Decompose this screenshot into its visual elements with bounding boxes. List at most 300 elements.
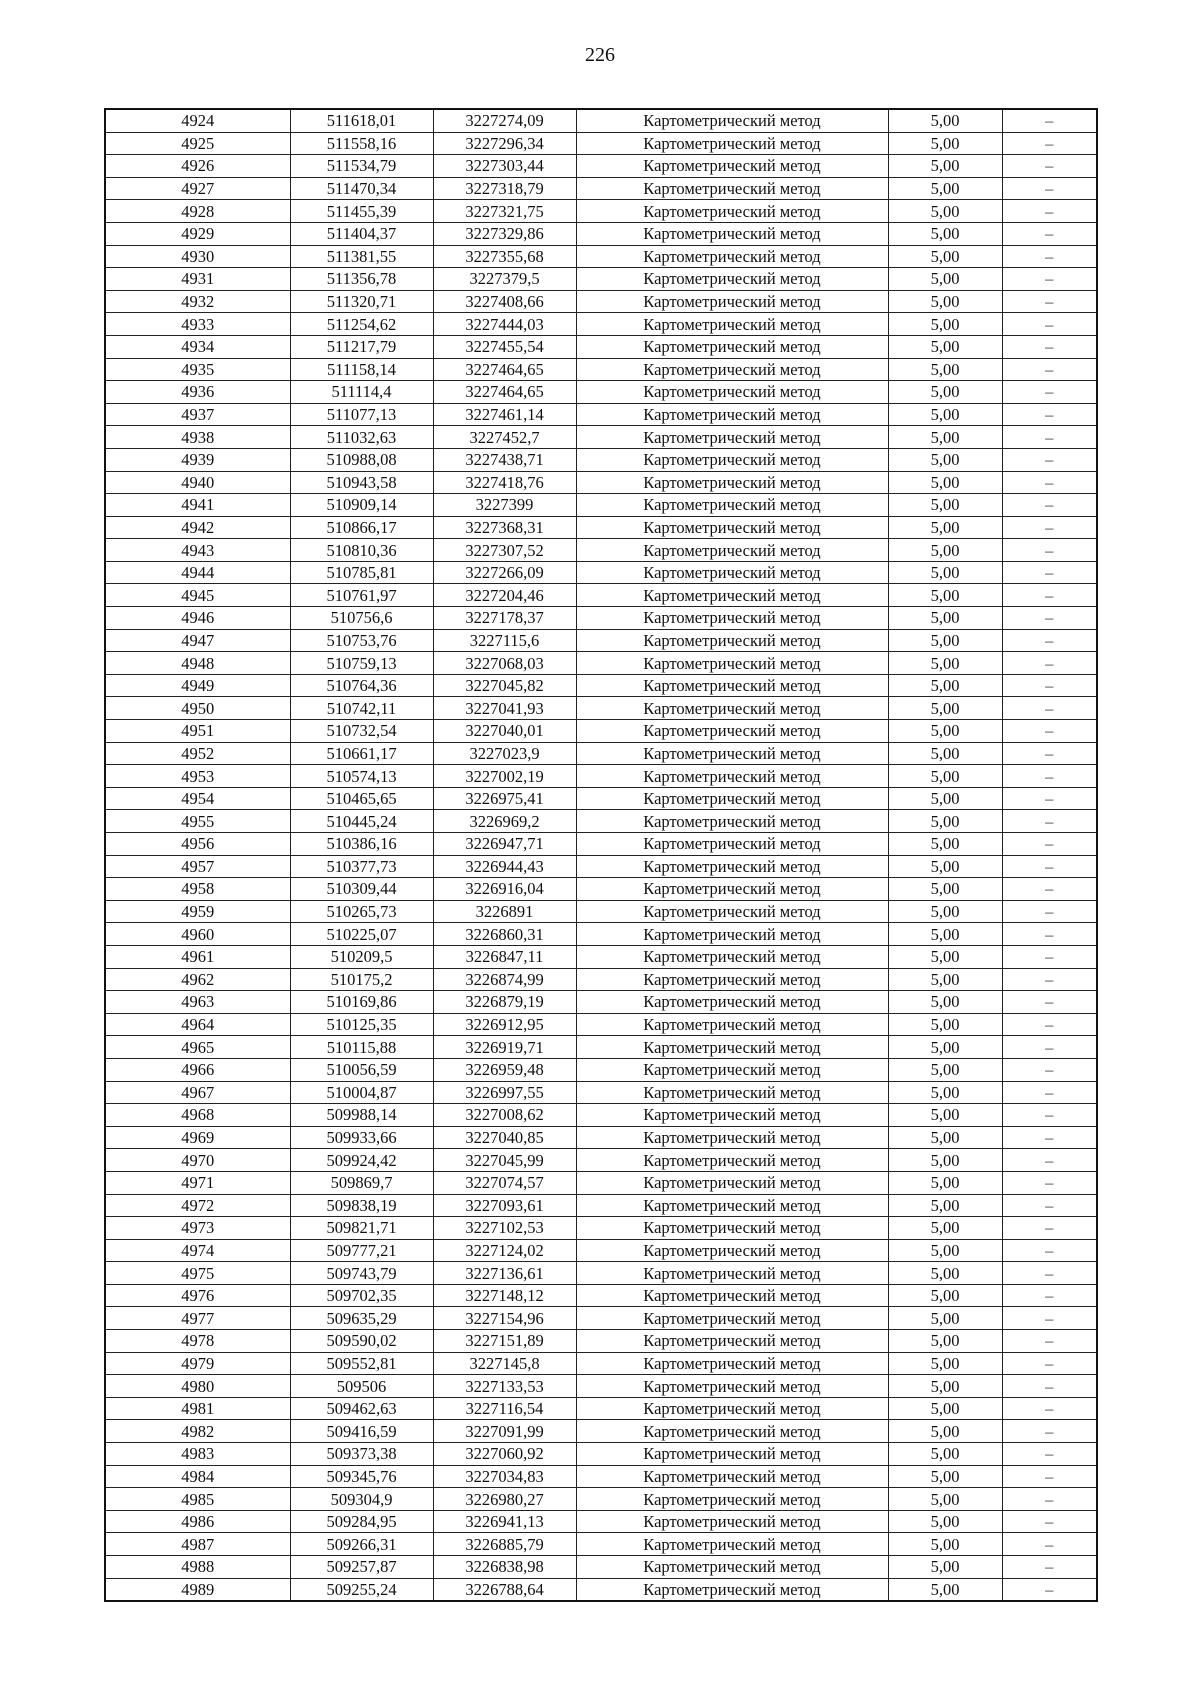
description-cell: –	[1002, 720, 1097, 743]
table-row	[105, 1081, 1097, 1104]
x-coordinate-cell: 509552,81	[290, 1352, 433, 1375]
x-coordinate-cell: 509988,14	[290, 1104, 433, 1127]
y-coordinate-cell: 3227379,5	[433, 268, 576, 291]
method-cell: Картометрический метод	[576, 991, 888, 1014]
table-row	[105, 900, 1097, 923]
point-number-cell: 4959	[105, 900, 290, 923]
method-cell: Картометрический метод	[576, 1217, 888, 1240]
y-coordinate-cell: 3226916,04	[433, 878, 576, 901]
y-coordinate-cell: 3226847,11	[433, 945, 576, 968]
y-coordinate-cell: 3226975,41	[433, 787, 576, 810]
description-cell: –	[1002, 652, 1097, 675]
method-cell: Картометрический метод	[576, 1397, 888, 1420]
x-coordinate-cell: 510764,36	[290, 674, 433, 697]
method-cell: Картометрический метод	[576, 222, 888, 245]
point-number-cell: 4925	[105, 132, 290, 155]
description-cell: –	[1002, 268, 1097, 291]
y-coordinate-cell: 3227040,01	[433, 720, 576, 743]
accuracy-cell: 5,00	[888, 1397, 1002, 1420]
table-row	[105, 426, 1097, 449]
description-cell: –	[1002, 1262, 1097, 1285]
method-cell: Картометрический метод	[576, 1488, 888, 1511]
x-coordinate-cell: 509266,31	[290, 1533, 433, 1556]
x-coordinate-cell: 510056,59	[290, 1058, 433, 1081]
method-cell: Картометрический метод	[576, 1171, 888, 1194]
x-coordinate-cell: 510169,86	[290, 991, 433, 1014]
point-number-cell: 4954	[105, 787, 290, 810]
method-cell: Картометрический метод	[576, 1284, 888, 1307]
method-cell: Картометрический метод	[576, 1510, 888, 1533]
x-coordinate-cell: 511534,79	[290, 155, 433, 178]
table-row	[105, 1488, 1097, 1511]
accuracy-cell: 5,00	[888, 878, 1002, 901]
y-coordinate-cell: 3227408,66	[433, 290, 576, 313]
description-cell: –	[1002, 833, 1097, 856]
description-cell: –	[1002, 923, 1097, 946]
y-coordinate-cell: 3227204,46	[433, 584, 576, 607]
y-coordinate-cell: 3227266,09	[433, 561, 576, 584]
table-row	[105, 268, 1097, 291]
table-row	[105, 200, 1097, 223]
description-cell: –	[1002, 313, 1097, 336]
table-row	[105, 448, 1097, 471]
method-cell: Картометрический метод	[576, 607, 888, 630]
x-coordinate-cell: 511114,4	[290, 381, 433, 404]
point-number-cell: 4975	[105, 1262, 290, 1285]
table-row	[105, 1443, 1097, 1466]
method-cell: Картометрический метод	[576, 900, 888, 923]
description-cell: –	[1002, 561, 1097, 584]
table-row	[105, 607, 1097, 630]
y-coordinate-cell: 3227074,57	[433, 1171, 576, 1194]
table-row	[105, 945, 1097, 968]
table-row	[105, 878, 1097, 901]
table-row	[105, 1352, 1097, 1375]
method-cell: Картометрический метод	[576, 674, 888, 697]
point-number-cell: 4984	[105, 1465, 290, 1488]
accuracy-cell: 5,00	[888, 471, 1002, 494]
accuracy-cell: 5,00	[888, 855, 1002, 878]
point-number-cell: 4966	[105, 1058, 290, 1081]
accuracy-cell: 5,00	[888, 833, 1002, 856]
point-number-cell: 4986	[105, 1510, 290, 1533]
method-cell: Картометрический метод	[576, 381, 888, 404]
description-cell: –	[1002, 1556, 1097, 1579]
description-cell: –	[1002, 674, 1097, 697]
x-coordinate-cell: 509416,59	[290, 1420, 433, 1443]
description-cell: –	[1002, 1307, 1097, 1330]
description-cell: –	[1002, 155, 1097, 178]
y-coordinate-cell: 3226788,64	[433, 1578, 576, 1601]
x-coordinate-cell: 511558,16	[290, 132, 433, 155]
y-coordinate-cell: 3227455,54	[433, 335, 576, 358]
table-row	[105, 855, 1097, 878]
y-coordinate-cell: 3227368,31	[433, 516, 576, 539]
method-cell: Картометрический метод	[576, 403, 888, 426]
method-cell: Картометрический метод	[576, 561, 888, 584]
accuracy-cell: 5,00	[888, 652, 1002, 675]
accuracy-cell: 5,00	[888, 1239, 1002, 1262]
description-cell: –	[1002, 290, 1097, 313]
description-cell: –	[1002, 742, 1097, 765]
x-coordinate-cell: 509345,76	[290, 1465, 433, 1488]
table-row	[105, 222, 1097, 245]
method-cell: Картометрический метод	[576, 1194, 888, 1217]
x-coordinate-cell: 511254,62	[290, 313, 433, 336]
table-row	[105, 109, 1097, 132]
x-coordinate-cell: 510265,73	[290, 900, 433, 923]
description-cell: –	[1002, 1420, 1097, 1443]
y-coordinate-cell: 3227124,02	[433, 1239, 576, 1262]
y-coordinate-cell: 3227318,79	[433, 177, 576, 200]
description-cell: –	[1002, 539, 1097, 562]
x-coordinate-cell: 509924,42	[290, 1149, 433, 1172]
table-row	[105, 1262, 1097, 1285]
table-row	[105, 1194, 1097, 1217]
y-coordinate-cell: 3227116,54	[433, 1397, 576, 1420]
point-number-cell: 4949	[105, 674, 290, 697]
accuracy-cell: 5,00	[888, 765, 1002, 788]
y-coordinate-cell: 3226969,2	[433, 810, 576, 833]
table-row	[105, 155, 1097, 178]
point-number-cell: 4979	[105, 1352, 290, 1375]
y-coordinate-cell: 3227102,53	[433, 1217, 576, 1240]
point-number-cell: 4936	[105, 381, 290, 404]
description-cell: –	[1002, 900, 1097, 923]
x-coordinate-cell: 510115,88	[290, 1036, 433, 1059]
point-number-cell: 4955	[105, 810, 290, 833]
accuracy-cell: 5,00	[888, 155, 1002, 178]
table-row	[105, 1465, 1097, 1488]
description-cell: –	[1002, 991, 1097, 1014]
point-number-cell: 4972	[105, 1194, 290, 1217]
accuracy-cell: 5,00	[888, 720, 1002, 743]
method-cell: Картометрический метод	[576, 313, 888, 336]
method-cell: Картометрический метод	[576, 1126, 888, 1149]
accuracy-cell: 5,00	[888, 584, 1002, 607]
y-coordinate-cell: 3227023,9	[433, 742, 576, 765]
accuracy-cell: 5,00	[888, 132, 1002, 155]
x-coordinate-cell: 510175,2	[290, 968, 433, 991]
y-coordinate-cell: 3227068,03	[433, 652, 576, 675]
x-coordinate-cell: 511618,01	[290, 109, 433, 132]
description-cell: –	[1002, 787, 1097, 810]
y-coordinate-cell: 3226874,99	[433, 968, 576, 991]
description-cell: –	[1002, 403, 1097, 426]
point-number-cell: 4973	[105, 1217, 290, 1240]
description-cell: –	[1002, 1058, 1097, 1081]
point-number-cell: 4962	[105, 968, 290, 991]
x-coordinate-cell: 510209,5	[290, 945, 433, 968]
description-cell: –	[1002, 1217, 1097, 1240]
y-coordinate-cell: 3227041,93	[433, 697, 576, 720]
table-row	[105, 1036, 1097, 1059]
x-coordinate-cell: 509838,19	[290, 1194, 433, 1217]
description-cell: –	[1002, 1171, 1097, 1194]
accuracy-cell: 5,00	[888, 1194, 1002, 1217]
description-cell: –	[1002, 765, 1097, 788]
x-coordinate-cell: 509506	[290, 1375, 433, 1398]
table-row	[105, 245, 1097, 268]
description-cell: –	[1002, 1397, 1097, 1420]
table-row	[105, 335, 1097, 358]
description-cell: –	[1002, 109, 1097, 132]
point-number-cell: 4950	[105, 697, 290, 720]
point-number-cell: 4951	[105, 720, 290, 743]
point-number-cell: 4931	[105, 268, 290, 291]
point-number-cell: 4927	[105, 177, 290, 200]
x-coordinate-cell: 510445,24	[290, 810, 433, 833]
method-cell: Картометрический метод	[576, 652, 888, 675]
accuracy-cell: 5,00	[888, 358, 1002, 381]
method-cell: Картометрический метод	[576, 132, 888, 155]
description-cell: –	[1002, 471, 1097, 494]
description-cell: –	[1002, 1375, 1097, 1398]
method-cell: Картометрический метод	[576, 1330, 888, 1353]
y-coordinate-cell: 3227045,99	[433, 1149, 576, 1172]
accuracy-cell: 5,00	[888, 1081, 1002, 1104]
method-cell: Картометрический метод	[576, 155, 888, 178]
description-cell: –	[1002, 1352, 1097, 1375]
point-number-cell: 4971	[105, 1171, 290, 1194]
table-row	[105, 494, 1097, 517]
table-row	[105, 810, 1097, 833]
accuracy-cell: 5,00	[888, 313, 1002, 336]
accuracy-cell: 5,00	[888, 245, 1002, 268]
description-cell: –	[1002, 448, 1097, 471]
accuracy-cell: 5,00	[888, 1578, 1002, 1601]
accuracy-cell: 5,00	[888, 1058, 1002, 1081]
x-coordinate-cell: 509635,29	[290, 1307, 433, 1330]
accuracy-cell: 5,00	[888, 222, 1002, 245]
point-number-cell: 4957	[105, 855, 290, 878]
accuracy-cell: 5,00	[888, 810, 1002, 833]
method-cell: Картометрический метод	[576, 245, 888, 268]
y-coordinate-cell: 3227045,82	[433, 674, 576, 697]
y-coordinate-cell: 3226947,71	[433, 833, 576, 856]
x-coordinate-cell: 511077,13	[290, 403, 433, 426]
point-number-cell: 4970	[105, 1149, 290, 1172]
method-cell: Картометрический метод	[576, 358, 888, 381]
point-number-cell: 4944	[105, 561, 290, 584]
x-coordinate-cell: 511032,63	[290, 426, 433, 449]
point-number-cell: 4946	[105, 607, 290, 630]
x-coordinate-cell: 510866,17	[290, 516, 433, 539]
table-row	[105, 833, 1097, 856]
accuracy-cell: 5,00	[888, 674, 1002, 697]
x-coordinate-cell: 510943,58	[290, 471, 433, 494]
accuracy-cell: 5,00	[888, 991, 1002, 1014]
accuracy-cell: 5,00	[888, 268, 1002, 291]
accuracy-cell: 5,00	[888, 1510, 1002, 1533]
table-row	[105, 1307, 1097, 1330]
table-row	[105, 1375, 1097, 1398]
y-coordinate-cell: 3227060,92	[433, 1443, 576, 1466]
y-coordinate-cell: 3227438,71	[433, 448, 576, 471]
description-cell: –	[1002, 335, 1097, 358]
y-coordinate-cell: 3227303,44	[433, 155, 576, 178]
x-coordinate-cell: 510225,07	[290, 923, 433, 946]
accuracy-cell: 5,00	[888, 539, 1002, 562]
description-cell: –	[1002, 132, 1097, 155]
point-number-cell: 4968	[105, 1104, 290, 1127]
accuracy-cell: 5,00	[888, 1352, 1002, 1375]
accuracy-cell: 5,00	[888, 1284, 1002, 1307]
description-cell: –	[1002, 1149, 1097, 1172]
table-row	[105, 1510, 1097, 1533]
method-cell: Картометрический метод	[576, 290, 888, 313]
point-number-cell: 4989	[105, 1578, 290, 1601]
x-coordinate-cell: 511381,55	[290, 245, 433, 268]
y-coordinate-cell: 3227321,75	[433, 200, 576, 223]
x-coordinate-cell: 510759,13	[290, 652, 433, 675]
accuracy-cell: 5,00	[888, 516, 1002, 539]
description-cell: –	[1002, 1239, 1097, 1262]
accuracy-cell: 5,00	[888, 1262, 1002, 1285]
x-coordinate-cell: 510810,36	[290, 539, 433, 562]
point-number-cell: 4938	[105, 426, 290, 449]
description-cell: –	[1002, 358, 1097, 381]
table-row	[105, 968, 1097, 991]
method-cell: Картометрический метод	[576, 448, 888, 471]
table-row	[105, 1058, 1097, 1081]
description-cell: –	[1002, 878, 1097, 901]
x-coordinate-cell: 510909,14	[290, 494, 433, 517]
x-coordinate-cell: 509462,63	[290, 1397, 433, 1420]
y-coordinate-cell: 3226959,48	[433, 1058, 576, 1081]
y-coordinate-cell: 3227399	[433, 494, 576, 517]
coordinates-table-body	[105, 109, 1097, 1601]
description-cell: –	[1002, 177, 1097, 200]
point-number-cell: 4928	[105, 200, 290, 223]
point-number-cell: 4980	[105, 1375, 290, 1398]
accuracy-cell: 5,00	[888, 1104, 1002, 1127]
table-row	[105, 991, 1097, 1014]
accuracy-cell: 5,00	[888, 629, 1002, 652]
accuracy-cell: 5,00	[888, 561, 1002, 584]
x-coordinate-cell: 511404,37	[290, 222, 433, 245]
point-number-cell: 4926	[105, 155, 290, 178]
y-coordinate-cell: 3226891	[433, 900, 576, 923]
description-cell: –	[1002, 584, 1097, 607]
y-coordinate-cell: 3226838,98	[433, 1556, 576, 1579]
table-row	[105, 1217, 1097, 1240]
method-cell: Картометрический метод	[576, 1556, 888, 1579]
table-row	[105, 1420, 1097, 1443]
y-coordinate-cell: 3227464,65	[433, 381, 576, 404]
table-row	[105, 1149, 1097, 1172]
method-cell: Картометрический метод	[576, 177, 888, 200]
x-coordinate-cell: 509590,02	[290, 1330, 433, 1353]
point-number-cell: 4985	[105, 1488, 290, 1511]
page-number: 226	[585, 44, 615, 66]
method-cell: Картометрический метод	[576, 968, 888, 991]
method-cell: Картометрический метод	[576, 1352, 888, 1375]
y-coordinate-cell: 3226944,43	[433, 855, 576, 878]
x-coordinate-cell: 509284,95	[290, 1510, 433, 1533]
y-coordinate-cell: 3227034,83	[433, 1465, 576, 1488]
method-cell: Картометрический метод	[576, 1420, 888, 1443]
method-cell: Картометрический метод	[576, 539, 888, 562]
y-coordinate-cell: 3227002,19	[433, 765, 576, 788]
x-coordinate-cell: 511320,71	[290, 290, 433, 313]
x-coordinate-cell: 510753,76	[290, 629, 433, 652]
x-coordinate-cell: 510574,13	[290, 765, 433, 788]
description-cell: –	[1002, 1330, 1097, 1353]
table-row	[105, 674, 1097, 697]
method-cell: Картометрический метод	[576, 697, 888, 720]
method-cell: Картометрический метод	[576, 720, 888, 743]
table-row	[105, 539, 1097, 562]
accuracy-cell: 5,00	[888, 426, 1002, 449]
description-cell: –	[1002, 607, 1097, 630]
description-cell: –	[1002, 1284, 1097, 1307]
x-coordinate-cell: 510742,11	[290, 697, 433, 720]
table-row	[105, 516, 1097, 539]
point-number-cell: 4933	[105, 313, 290, 336]
description-cell: –	[1002, 1104, 1097, 1127]
table-row	[105, 1013, 1097, 1036]
table-row	[105, 290, 1097, 313]
accuracy-cell: 5,00	[888, 1488, 1002, 1511]
y-coordinate-cell: 3227464,65	[433, 358, 576, 381]
x-coordinate-cell: 510785,81	[290, 561, 433, 584]
point-number-cell: 4948	[105, 652, 290, 675]
description-cell: –	[1002, 1194, 1097, 1217]
y-coordinate-cell: 3227154,96	[433, 1307, 576, 1330]
table-row	[105, 358, 1097, 381]
method-cell: Картометрический метод	[576, 923, 888, 946]
method-cell: Картометрический метод	[576, 471, 888, 494]
y-coordinate-cell: 3227418,76	[433, 471, 576, 494]
accuracy-cell: 5,00	[888, 1443, 1002, 1466]
point-number-cell: 4961	[105, 945, 290, 968]
table-row	[105, 403, 1097, 426]
accuracy-cell: 5,00	[888, 742, 1002, 765]
accuracy-cell: 5,00	[888, 381, 1002, 404]
point-number-cell: 4960	[105, 923, 290, 946]
method-cell: Картометрический метод	[576, 516, 888, 539]
point-number-cell: 4964	[105, 1013, 290, 1036]
accuracy-cell: 5,00	[888, 177, 1002, 200]
accuracy-cell: 5,00	[888, 1375, 1002, 1398]
x-coordinate-cell: 511217,79	[290, 335, 433, 358]
method-cell: Картометрический метод	[576, 787, 888, 810]
method-cell: Картометрический метод	[576, 426, 888, 449]
table-row	[105, 1171, 1097, 1194]
table-row	[105, 1556, 1097, 1579]
accuracy-cell: 5,00	[888, 1217, 1002, 1240]
y-coordinate-cell: 3227008,62	[433, 1104, 576, 1127]
point-number-cell: 4981	[105, 1397, 290, 1420]
method-cell: Картометрический метод	[576, 765, 888, 788]
method-cell: Картометрический метод	[576, 1262, 888, 1285]
y-coordinate-cell: 3227307,52	[433, 539, 576, 562]
table-row	[105, 471, 1097, 494]
y-coordinate-cell: 3227115,6	[433, 629, 576, 652]
x-coordinate-cell: 510661,17	[290, 742, 433, 765]
x-coordinate-cell: 509821,71	[290, 1217, 433, 1240]
x-coordinate-cell: 510988,08	[290, 448, 433, 471]
point-number-cell: 4988	[105, 1556, 290, 1579]
description-cell: –	[1002, 1081, 1097, 1104]
description-cell: –	[1002, 1488, 1097, 1511]
accuracy-cell: 5,00	[888, 1036, 1002, 1059]
method-cell: Картометрический метод	[576, 1578, 888, 1601]
description-cell: –	[1002, 629, 1097, 652]
x-coordinate-cell: 510386,16	[290, 833, 433, 856]
method-cell: Картометрический метод	[576, 742, 888, 765]
